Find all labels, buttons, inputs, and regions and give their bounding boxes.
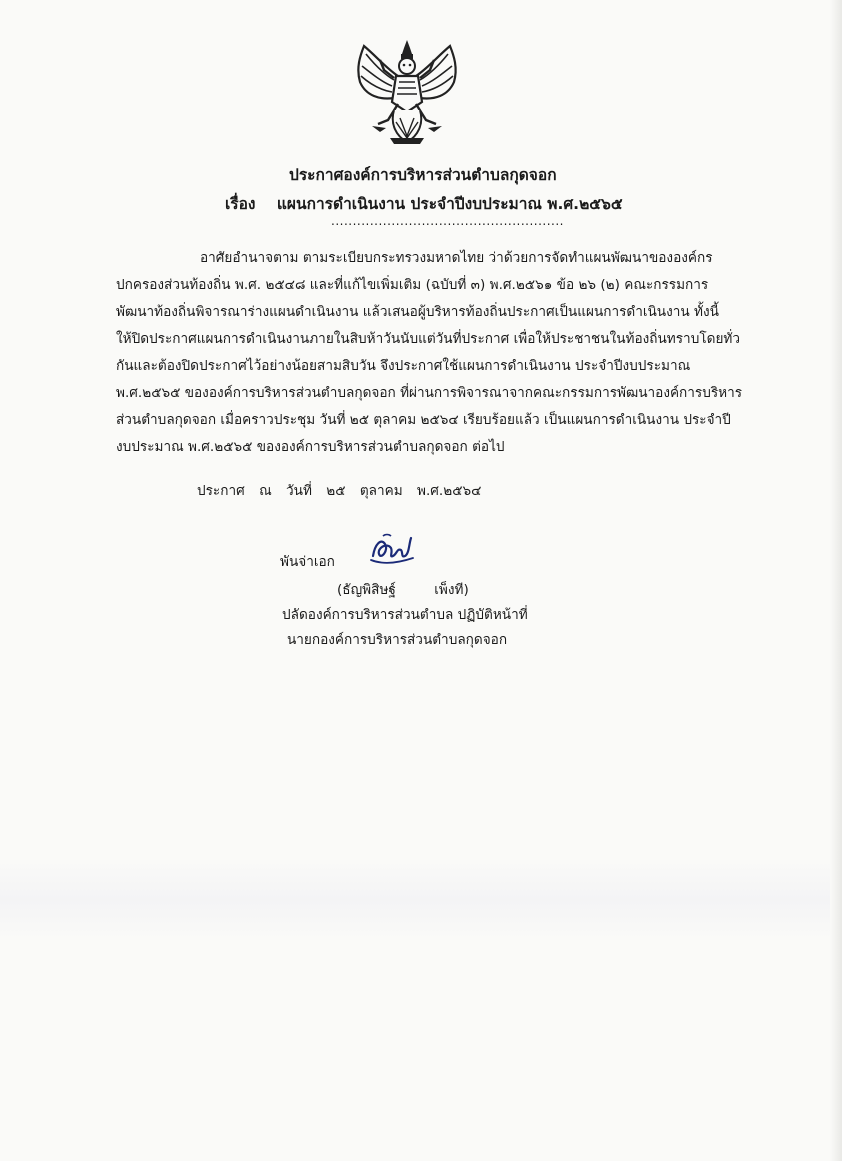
signer-surname: เพ็งที) [434, 582, 469, 598]
body-line: พ.ศ.๒๕๖๕ ขององค์การบริหารส่วนตำบลกุดจอก ที่ผ่านการพิจารณาจากคณะกรรมการพัฒนาองค์การบริหาร [116, 385, 743, 401]
scan-bleedthrough [0, 860, 842, 940]
body-line: กันและต้องปิดประกาศไว้อย่างน้อยสามสิบวัน จึงประกาศใช้แผนการดำเนินงาน ประจำปีงบประมาณ [116, 358, 691, 374]
signer-position: ปลัดองค์การบริหารส่วนตำบล ปฏิบัติหน้าที่ [282, 607, 528, 623]
title-separator: ...................................................... [331, 214, 564, 228]
body-line: ปกครองส่วนท้องถิ่น พ.ศ. ๒๕๔๘ และที่แก้ไขเพิ่มเติม (ฉบับที่ ๓) พ.ศ.๒๕๖๑ ข้อ ๒๖ (๒) คณะกรรมการ [116, 277, 709, 293]
document-title: ประกาศองค์การบริหารส่วนตำบลกุดจอก [289, 166, 557, 184]
announce-month: ตุลาคม [359, 483, 403, 499]
handwritten-signature [367, 530, 417, 572]
body-line: งบประมาณ พ.ศ.๒๕๖๕ ขององค์การบริหารส่วนตำบลกุดจอก ต่อไป [116, 439, 505, 455]
page-edge-shadow [830, 0, 842, 1161]
body-line: พัฒนาท้องถิ่นพิจารณาร่างแผนดำเนินงาน แล้วเสนอผู้บริหารท้องถิ่นประกาศเป็นแผนการดำเนินงาน ทั้งนี้ [116, 304, 719, 320]
signer-given-name: (ธัญพิสิษฐ์ [337, 582, 396, 598]
subject-text: แผนการดำเนินงาน ประจำปีงบประมาณ พ.ศ.๒๕๖๕ [276, 195, 623, 213]
body-line: ให้ปิดประกาศแผนการดำเนินงานภายในสิบห้าวันนับแต่วันที่ประกาศ เพื่อให้ประชาชนในท้องถิ่นทราบโดยทั่ว [116, 331, 741, 347]
announcement-date [197, 479, 491, 501]
subject-label: เรื่อง [225, 195, 256, 213]
announce-prefix: ประกาศ [197, 483, 245, 499]
signer-acting-position: นายกองค์การบริหารส่วนตำบลกุดจอก [287, 632, 508, 648]
announce-year: พ.ศ.๒๕๖๔ [417, 483, 482, 499]
signer-name [337, 578, 469, 600]
body-line: ส่วนตำบลกุดจอก เมื่อคราวประชุม วันที่ ๒๕ ตุลาคม ๒๕๖๔ เรียบร้อยแล้ว เป็นแผนการดำเนินงาน ประจำปี [116, 412, 731, 428]
signer-rank: พันจ่าเอก [280, 554, 335, 570]
announce-day: ๒๕ [326, 483, 346, 499]
body-line: อาศัยอำนาจตาม ตามระเบียบกระทรวงมหาดไทย ว่าด้วยการจัดทำแผนพัฒนาขององค์กร [200, 250, 713, 266]
announce-at: ณ [259, 483, 272, 499]
document-subject [225, 191, 623, 216]
garuda-emblem [350, 38, 465, 148]
announce-day-label: วันที่ [286, 483, 312, 499]
